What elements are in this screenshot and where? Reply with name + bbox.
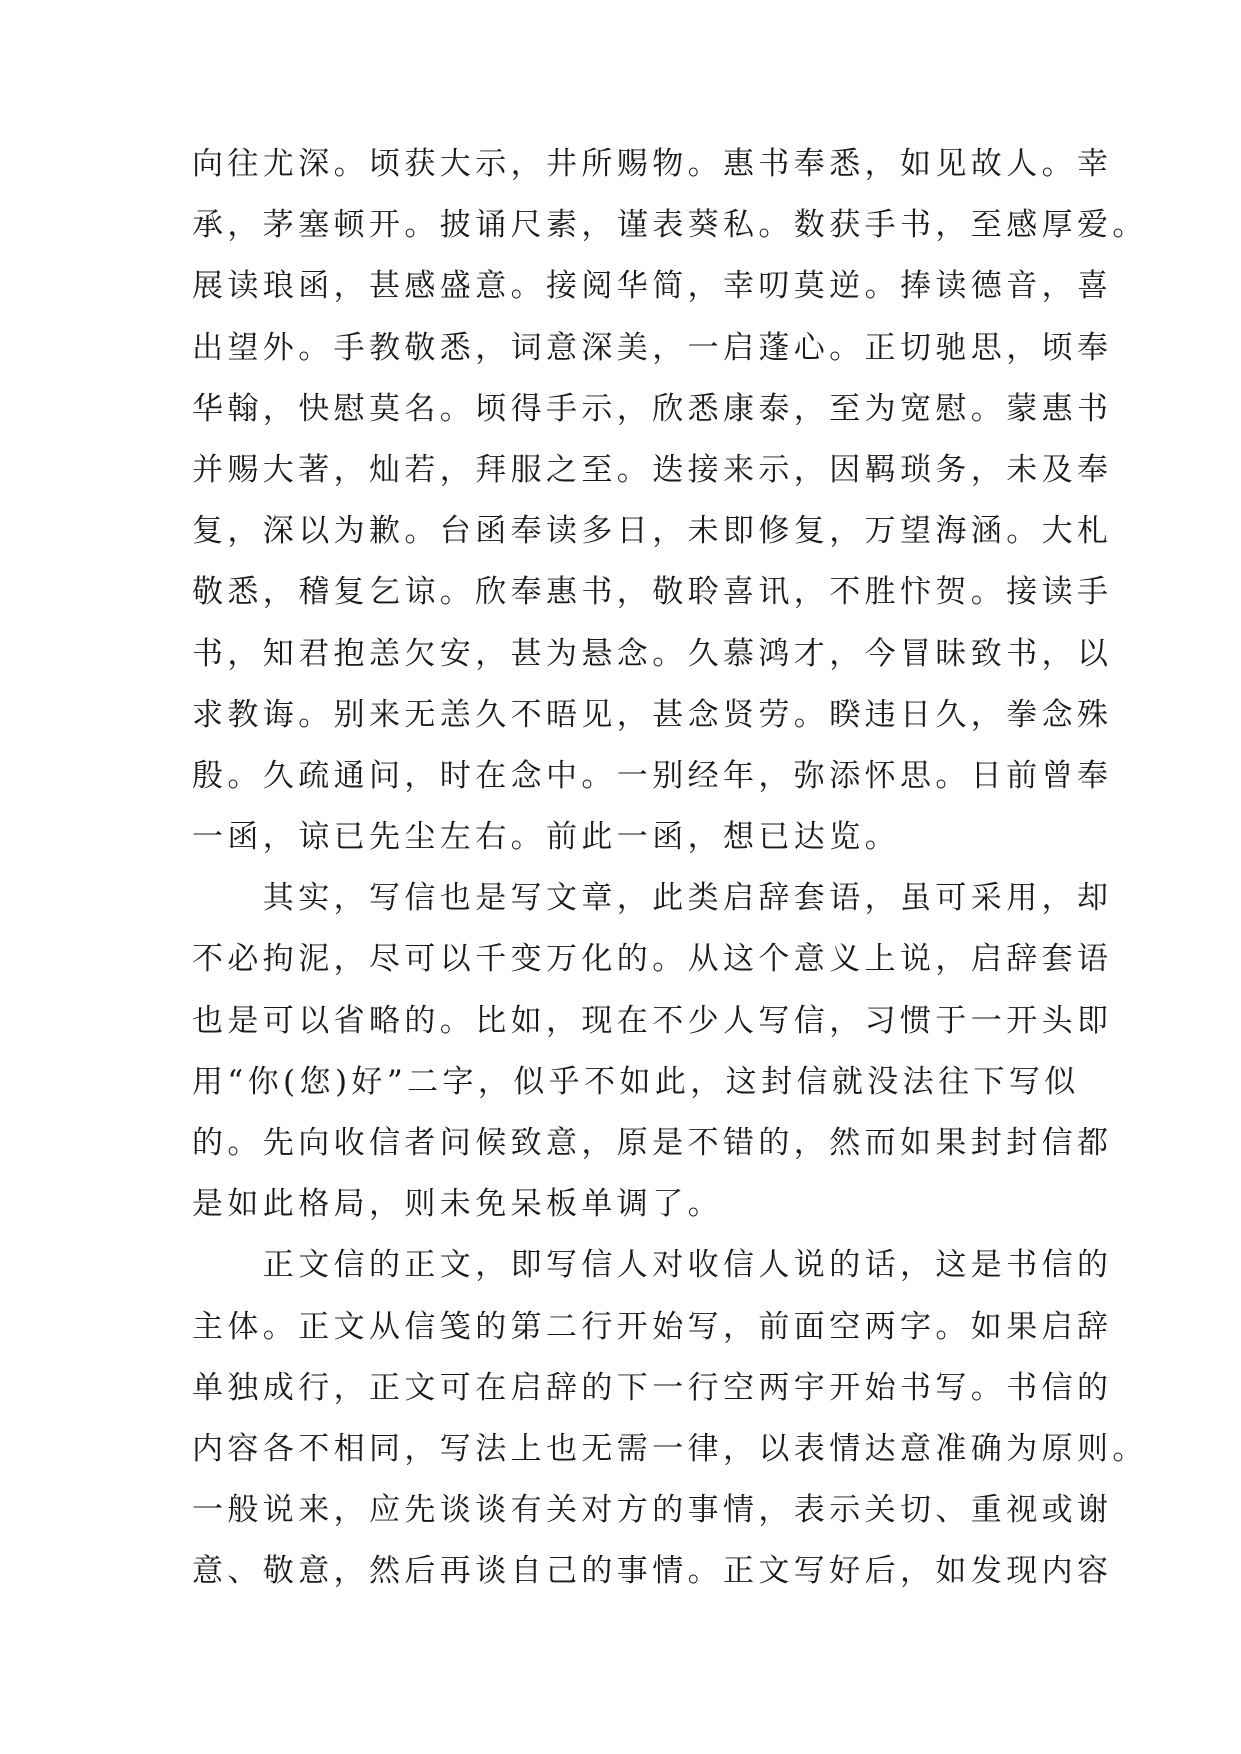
paragraph-letter-phrases xyxy=(192,134,1148,868)
paragraph-opening-phrases xyxy=(192,868,1113,1235)
text-line: 单独成行，正文可在启辞的下一行空两宇开始书写。书信的 xyxy=(192,1369,1113,1406)
text-line: 书，知君抱恙欠安，甚为悬念。久慕鸿才，今冒昧致书，以 xyxy=(192,635,1113,672)
text-line: 出望外。手教敬悉，词意深美，一启蓬心。正切驰思，顷奉 xyxy=(192,329,1113,366)
text-line: 的。先向收信者问候致意，原是不错的，然而如果封封信都 xyxy=(192,1125,1113,1161)
text-line: 一般说来，应先谈谈有关对方的事情，表示关切、重视或谢 xyxy=(192,1492,1113,1529)
text-line: 并赐大著，灿若，拜服之至。迭接来示，因羁琐务，未及奉 xyxy=(192,451,1113,488)
paragraph-main-body xyxy=(192,1235,1148,1602)
text-line: 承，茅塞顿开。披诵尺素，谨表葵私。数获手书，至感厚爱。 xyxy=(192,207,1148,244)
text-line: 正文信的正文，即写信人对收信人说的话，这是书信的 xyxy=(192,1247,1113,1284)
text-line: 用“你(您)好”二字，似乎不如此，这封信就没法往下写似 xyxy=(192,1063,1080,1100)
text-line: 意、敬意，然后再谈自己的事情。正文写好后，如发现内容 xyxy=(192,1553,1113,1590)
text-line: 华翰，快慰莫名。顷得手示，欣悉康泰，至为宽慰。蒙惠书 xyxy=(192,390,1113,427)
text-line: 其实，写信也是写文章，此类启辞套语，虽可采用，却 xyxy=(192,880,1113,917)
text-line: 复，深以为歉。台函奉读多日，未即修复，万望海涵。大札 xyxy=(192,513,1113,550)
document-body xyxy=(192,134,1148,1603)
text-line: 是如此格局，则未免呆板单调了。 xyxy=(192,1186,723,1223)
text-line: 一函，谅已先尘左右。前此一函，想已达览。 xyxy=(192,819,900,856)
text-line: 殷。久疏通问，时在念中。一别经年，弥添怀思。日前曾奉 xyxy=(192,757,1113,794)
text-line: 展读琅函，甚感盛意。接阅华简，幸叨莫逆。捧读德音，喜 xyxy=(192,268,1113,305)
text-line: 也是可以省略的。比如，现在不少人写信，习惯于一开头即 xyxy=(192,1002,1113,1039)
text-line: 敬悉，稽复乞谅。欣奉惠书，敬聆喜讯，不胜忭贺。接读手 xyxy=(192,574,1113,611)
text-line: 主体。正文从信笺的第二行开始写，前面空两字。如果启辞 xyxy=(192,1308,1113,1345)
text-line: 求教诲。别来无恙久不晤见，甚念贤劳。睽违日久，拳念殊 xyxy=(192,696,1113,733)
text-line: 不必拘泥，尽可以千变万化的。从这个意义上说，启辞套语 xyxy=(192,941,1113,978)
text-line: 向往尤深。顷获大示，井所赐物。惠书奉悉，如见故人。幸 xyxy=(192,146,1113,182)
text-line: 内容各不相同，写法上也无需一律，以表情达意准确为原则。 xyxy=(192,1430,1148,1467)
